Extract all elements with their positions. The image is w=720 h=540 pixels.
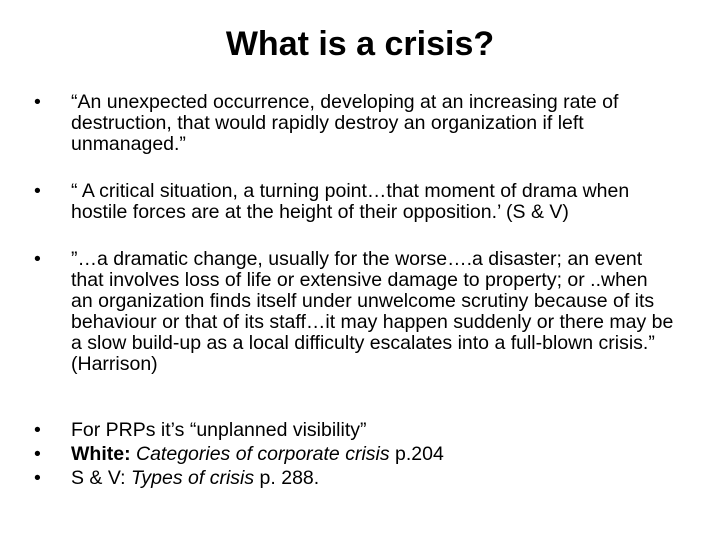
- definition-text: “ A critical situation, a turning point…that moment of drama when hostile forces are at the height of their opposition.’ (S & V): [71, 180, 630, 223]
- list-item: [34, 466, 674, 490]
- note-white-title: Categories of corporate crisis: [136, 443, 390, 465]
- list-item: [34, 181, 674, 223]
- notes-list: [34, 418, 674, 490]
- definition-text: “An unexpected occurrence, developing at an increasing rate of destruction, that would rapidly destroy an organization if left unmanaged.”: [71, 91, 619, 155]
- note-white-page: p.204: [389, 443, 444, 465]
- bullet-icon: •: [34, 180, 41, 202]
- slide-title: What is a crisis?: [225, 25, 495, 63]
- note-prps: For PRPs it’s “unplanned visibility”: [71, 419, 367, 441]
- bullet-icon: •: [34, 419, 41, 441]
- list-item: [34, 418, 674, 442]
- list-item: [34, 92, 674, 155]
- note-sv-label: S & V:: [71, 467, 131, 489]
- note-sv-page: p. 288.: [254, 467, 320, 489]
- note-sv-title: Types of crisis: [130, 467, 255, 489]
- definitions-list: [34, 92, 674, 375]
- bullet-icon: •: [34, 91, 41, 113]
- bullet-icon: •: [34, 443, 41, 465]
- list-item: [34, 442, 674, 466]
- bullet-icon: •: [34, 248, 41, 270]
- list-item: [34, 249, 674, 375]
- note-white-label: White:: [71, 443, 131, 465]
- definition-text: ”…a dramatic change, usually for the worse….a disaster; an event that involves loss of life or extensive damage to property; or ..when an organization finds itself under unwelcome scrutiny because of its behaviour or that of its staff…it may happen suddenly or there may be a slow build-up as a local difficulty escalates into a full-blown crisis.” (Harrison): [71, 248, 674, 375]
- bullet-icon: •: [34, 467, 41, 489]
